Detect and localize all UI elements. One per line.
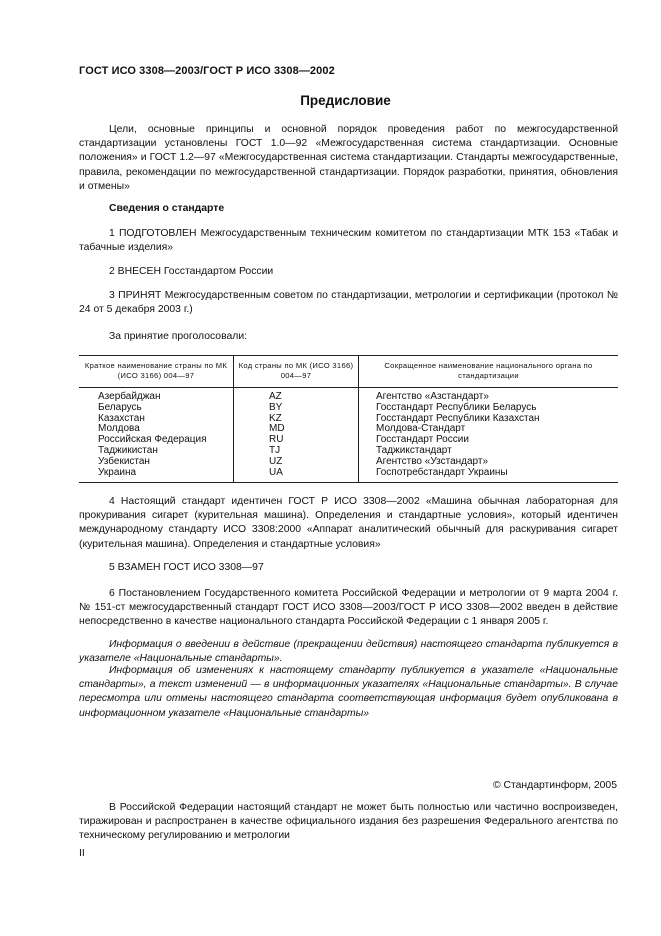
body-cell: Госстандарт России — [376, 434, 469, 446]
table-row — [79, 446, 618, 457]
item-2: 2 ВНЕСЕН Госстандартом России — [109, 266, 274, 277]
table-row — [79, 403, 618, 414]
body-cell: Агентство «Узстандарт» — [376, 455, 489, 467]
item-1: 1 ПОДГОТОВЛЕН Межгосударственным техническим комитетом по стандартизации МТК 153 «Табак и табачные изделия» — [79, 228, 618, 254]
standard-header: ГОСТ ИСО 3308—2003/ГОСТ Р ИСО 3308—2002 — [79, 65, 335, 77]
rights-notice: В Российской Федерации настоящий стандарт не может быть полностью или частично воспроизведен, тиражирован и распространен в качестве официального издания без разрешения Федерального агентства по техническому регулированию и метрологии — [79, 802, 618, 842]
country-cell: Молдова — [79, 424, 234, 435]
item-3: 3 ПРИНЯТ Межгосударственным советом по стандартизации, метрологии и сертификации (протокол № 24 от 5 декабря 2003 г.) — [79, 290, 618, 316]
table-header-row — [79, 356, 618, 388]
page-title: Предисловие — [300, 93, 391, 108]
header-code: Код страны по МК (ИСО 3166) 004—97 — [234, 356, 359, 388]
info-heading: Сведения о стандарте — [109, 203, 225, 214]
item-4: 4 Настоящий стандарт идентичен ГОСТ Р ИСО 3308—2002 «Машина обычная лабораторная для прокуривания сигарет (курительная машина). Определения и стандартные условия», который идентичен международному стандарту ИСО 3308:2000 «Аппарат аналитический обычный для раскуривания сигарет (курительная машина). Определения и стандартные условия» — [79, 496, 618, 550]
table-row — [79, 468, 618, 483]
country-cell: Российская Федерация — [79, 435, 234, 446]
body-cell: Таджикстандарт — [376, 444, 452, 456]
country-cell: Украина — [79, 468, 234, 483]
country-cell: Азербайджан — [79, 388, 234, 403]
code-cell: UA — [234, 468, 359, 483]
page-number: II — [79, 848, 85, 859]
header-country: Краткое наименование страны по МК (ИСО 3166) 004—97 — [79, 356, 234, 388]
table-row — [79, 414, 618, 425]
code-cell: UZ — [234, 457, 359, 468]
code-cell: AZ — [234, 388, 359, 403]
header-body: Сокращенное наименование национального органа по стандартизации — [359, 356, 619, 388]
code-cell: TJ — [234, 446, 359, 457]
item-5: 5 ВЗАМЕН ГОСТ ИСО 3308—97 — [109, 562, 264, 573]
body-cell: Госстандарт Республики Беларусь — [376, 401, 537, 413]
note-1: Информация о введении в действие (прекращении действия) настоящего стандарта публикуется в указателе «Национальные стандарты». — [79, 639, 618, 665]
body-cell: Госстандарт Республики Казахстан — [376, 412, 540, 424]
copyright: © Стандартинформ, 2005 — [492, 780, 617, 791]
code-cell: MD — [234, 424, 359, 435]
country-cell: Казахстан — [79, 414, 234, 425]
body-cell: Агентство «Азстандарт» — [376, 391, 489, 402]
table-row — [79, 457, 618, 468]
table-row — [79, 435, 618, 446]
voting-table — [79, 355, 618, 483]
country-cell: Узбекистан — [79, 457, 234, 468]
code-cell: BY — [234, 403, 359, 414]
item-6: 6 Постановлением Государственного комитета Российской Федерации и метрологии от 9 марта 2004 г. № 151-ст межгосударственный стандарт ГОСТ ИСО 3308—2003/ГОСТ Р ИСО 3308—2002 введен в действие непосредственно в качестве национального стандарта Российской Федерации с 1 января 2005 г. — [79, 588, 618, 628]
note-2: Информация об изменениях к настоящему стандарту публикуется в указателе «Национальные стандарты», а текст изменений — в информационных указателях «Национальные стандарты». В случае пересмотра или отмены настоящего стандарта соответствующая информация будет опубликована в информационном указателе «Национальные стандарты» — [79, 665, 618, 719]
country-cell: Таджикистан — [79, 446, 234, 457]
intro-paragraph: Цели, основные принципы и основной порядок проведения работ по межгосударственной стандартизации установлены ГОСТ 1.0—92 «Межгосударственная система стандартизации. Основные положения» и ГОСТ 1.2—97 «Межгосударственная система стандартизации. Стандарты межгосударственные, правила, рекомендации по межгосударственной стандартизации. Порядок разработки, принятия, обновления и отмены» — [79, 124, 618, 192]
code-cell: KZ — [234, 414, 359, 425]
body-cell: Молдова-Стандарт — [376, 423, 466, 435]
country-cell: Беларусь — [79, 403, 234, 414]
code-cell: RU — [234, 435, 359, 446]
table-row — [79, 388, 618, 403]
voted-label: За принятие проголосовали: — [109, 331, 248, 342]
body-cell: Госпотребстандарт Украины — [376, 466, 508, 478]
